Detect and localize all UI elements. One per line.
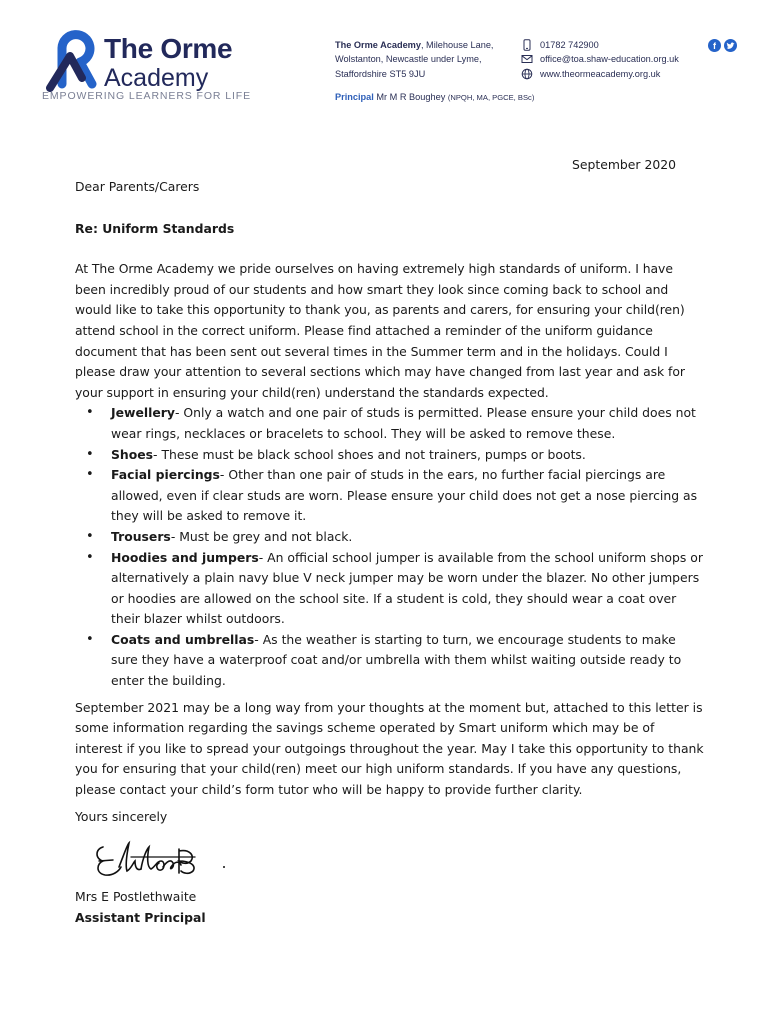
principal-label: Principal (335, 92, 374, 102)
list-item (75, 630, 705, 692)
facebook-icon[interactable]: f (708, 39, 721, 52)
salutation: Dear Parents/Carers (75, 179, 200, 194)
point-text: - As the weather is starting to turn, we encourage students to make sure they have a waterproof coat and/or umbrella with them whilst waiting outside ready to enter the building. (111, 631, 682, 689)
signature-image (91, 837, 231, 883)
uniform-points-list (75, 403, 705, 691)
list-item (75, 403, 705, 444)
point-title: Hoodies and jumpers (111, 549, 259, 565)
globe-icon (521, 68, 533, 80)
list-item (75, 548, 705, 630)
email-icon (521, 53, 533, 65)
point-title: Jewellery (111, 405, 175, 421)
phone-row (521, 38, 679, 52)
point-text: - Must be grey and not black. (170, 528, 353, 544)
intro-paragraph: At The Orme Academy we pride ourselves on having extremely high standards of uniform. I have been incredibly proud of our students and how smart they look since coming back to school and would like to take this opportunity to thank you, as parents and carers, for ensuring your child(ren) attend school in the correct uniform. Please find attached a reminder of the uniform guidance document that has been sent out several times in the Summer term and in the holidays. Could I please draw your attention to several sections which may have changed from last year and ask for your support in ensuring your child(ren) understand the standards expected. (75, 261, 685, 400)
logo-title: The Orme (104, 33, 233, 64)
social-links (708, 39, 737, 52)
logo-mark-icon (42, 26, 98, 92)
address-school-name: The Orme Academy (335, 40, 421, 50)
address-line2: Wolstanton, Newcastle under Lyme, (335, 54, 482, 65)
email-row (521, 52, 679, 66)
website-link[interactable]: www.theormeacademy.org.uk (540, 68, 661, 79)
list-item (75, 527, 705, 548)
address-line1: , Milehouse Lane, (420, 40, 494, 50)
twitter-icon[interactable] (724, 39, 737, 52)
point-title: Trousers (111, 528, 171, 544)
point-text: - Only a watch and one pair of studs is permitted. Please ensure your child does not wear rings, necklaces or bracelets to school. They will be asked to remove these. (111, 405, 696, 441)
address-line3: Staffordshire ST5 9JU (335, 68, 426, 79)
point-title: Shoes (111, 446, 154, 462)
principal-line (335, 92, 534, 102)
tagline: EMPOWERING LEARNERS FOR LIFE (42, 90, 251, 102)
contact-details (521, 38, 679, 81)
phone-number: 01782 742900 (540, 40, 599, 50)
phone-icon (521, 39, 533, 51)
email-address[interactable]: office@toa.shaw-education.org.uk (540, 54, 679, 65)
list-item (75, 445, 705, 466)
principal-name: Mr M R Boughey (373, 92, 448, 102)
sign-off: Yours sincerely (75, 808, 168, 824)
website-row (521, 67, 679, 81)
signatory-name: Mrs E Postlethwaite (75, 889, 197, 905)
principal-credentials: (NPQH, MA, PGCE, BSc) (447, 93, 535, 102)
point-text: - Other than one pair of studs in the ears, no further facial piercings are allowed, even if clear studs are worn. Please ensure your child does not get a nose piercing as they will be asked to remove it. (111, 467, 698, 524)
letter-body (75, 177, 705, 928)
point-text: - These must be black school shoes and not trainers, pumps or boots. (153, 446, 586, 462)
signatory-role: Assistant Principal (75, 909, 206, 925)
letter-subject: Re: Uniform Standards (75, 220, 235, 236)
letter-date: September 2020 (572, 157, 676, 172)
closing-paragraph: September 2021 may be a long way from your thoughts at the moment but, attached to this letter is some information regarding the savings scheme operated by Smart uniform which may be of interest if you like to spread your outgoings throughout the year. May I take this opportunity to thank you for ensuring that your child(ren) meet our high uniform standards. If you have any questions, please contact your child’s form tutor who will be happy to provide further clarity. (75, 699, 704, 798)
point-title: Coats and umbrellas (111, 631, 255, 647)
point-title: Facial piercings (111, 467, 220, 483)
school-address (335, 38, 493, 81)
list-item (75, 465, 705, 527)
logo-subtitle: Academy (104, 64, 209, 92)
point-text: - An official school jumper is available from the school uniform shops or alternatively a plain navy blue V neck jumper may be worn under the blazer. No other jumpers or hoodies are allowed on the school site. If a student is cold, they should wear a coat over their blazer whilst outdoors. (111, 549, 703, 627)
